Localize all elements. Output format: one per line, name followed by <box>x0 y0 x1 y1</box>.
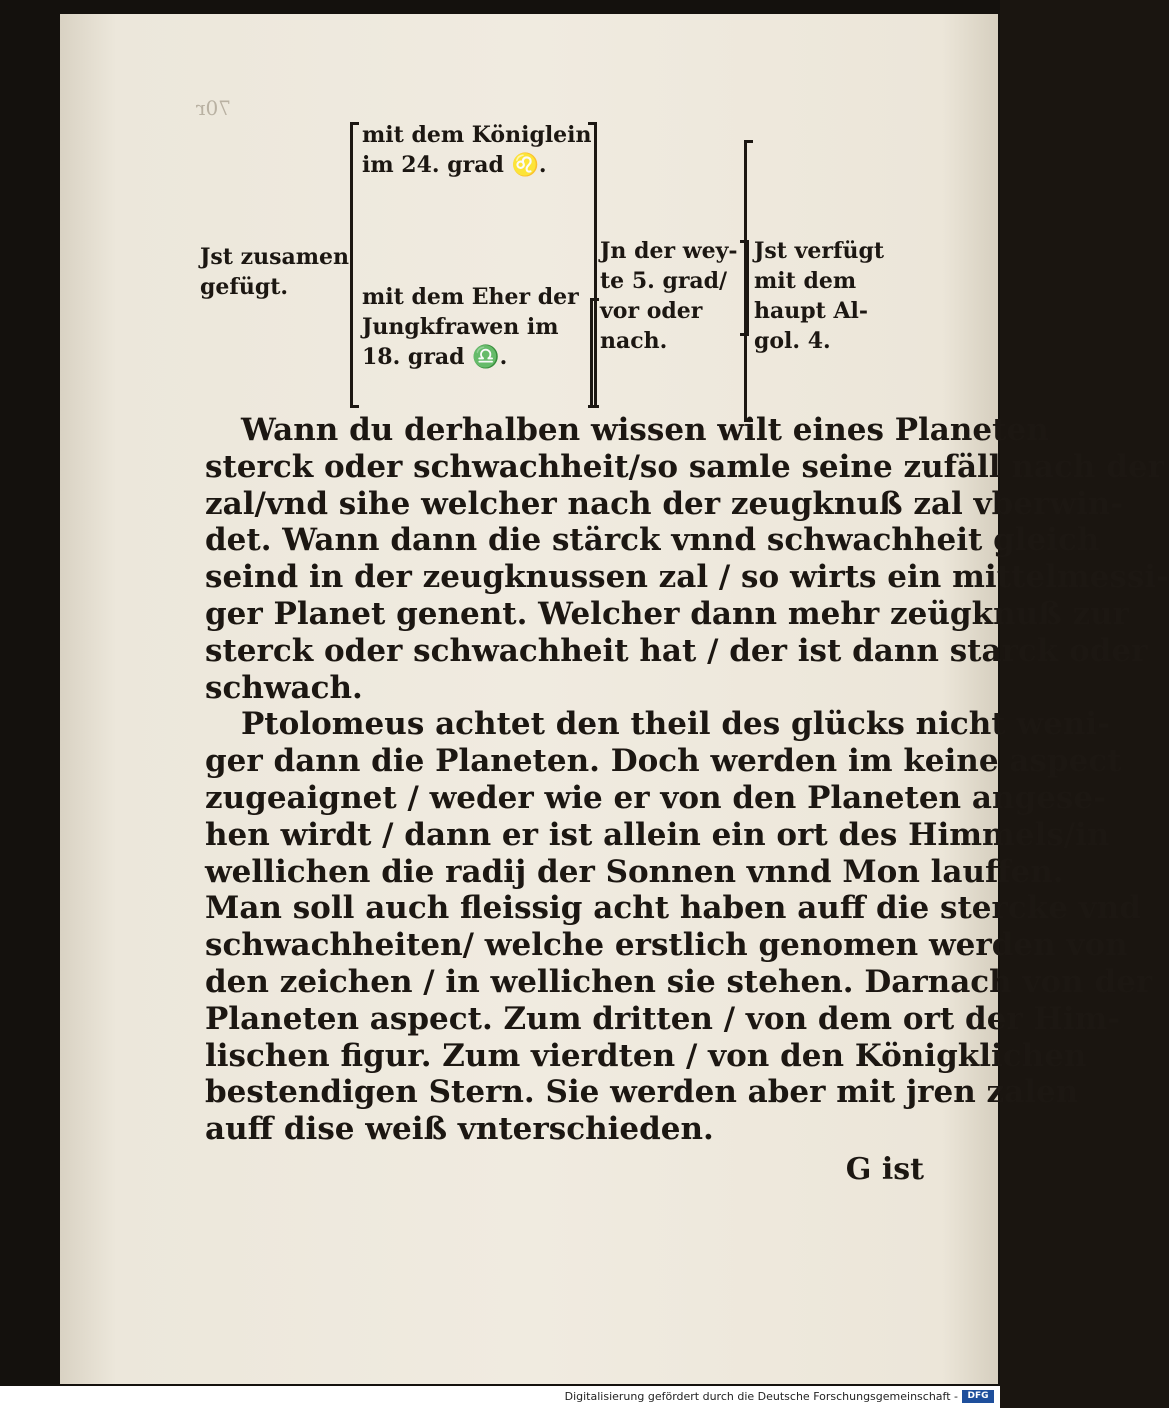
left-brace <box>350 122 359 408</box>
catchword: G ist <box>845 1152 924 1187</box>
table-left-label: Jst zusamen gefügt. <box>200 244 350 300</box>
table-row-2: mit dem Eher der Jungkfrawen im 18. grad ♎. <box>362 284 579 370</box>
middle-lower-brace <box>590 298 599 408</box>
signature-mark: G <box>845 1152 872 1187</box>
body-text <box>205 412 1169 1148</box>
page-mark: 70r <box>196 96 232 120</box>
table-row-1: mit dem Königlein im 24. grad ♌. <box>362 122 592 178</box>
paragraph-2: Ptolomeus achtet den theil des glücks nicht weni- ger dann die Planeten. Doch werden im keine aspect zugeaignet / weder wie er von den Planeten angese- hen wirdt / dann er ist allein ein ort des Himmels/in wellichen die radij der Sonnen vnnd Mon lauffen. Man soll auch fleissig acht haben auff die stercke vnd schwachheiten/ welche erstlich genomen werden von den zeichen / in wellichen sie stehen. Darnach von der Planeten aspect. Zum dritten / von dem ort der Him- lischen figur. Zum vierdten / von den Königklichen bestendigen Stern. Sie werden aber mit jren zalen auff dise weiß vnterschieden. <box>205 706 1153 1148</box>
table-col-4: Jst verfügt mit dem haupt Al- gol. 4. <box>754 238 884 354</box>
footer-bar <box>0 1386 1000 1408</box>
document-page <box>60 14 1169 1384</box>
dfg-logo-icon: DFG <box>962 1390 994 1403</box>
table-col-3: Jn der wey- te 5. grad/ vor oder nach. <box>600 238 738 354</box>
paragraph-1: Wann du derhalben wissen wilt eines Planeten sterck oder schwachheit/so samle seine zufäll nach der zal/vnd sihe welcher nach der zeugknuß zal vberwin- det. Wann dann die stärck vnnd schwachheit gleich seind in der zeugknussen zal / so wirts ein mittelmessi- ger Planet genent. Welcher dann mehr zeügknuß zur sterck oder schwachheit hat / der ist dann starck oder schwach. <box>205 412 1169 706</box>
far-right-brace <box>744 140 753 422</box>
footer-credit: Digitalisierung gefördert durch die Deutsche Forschungsgemeinschaft - <box>564 1390 958 1403</box>
